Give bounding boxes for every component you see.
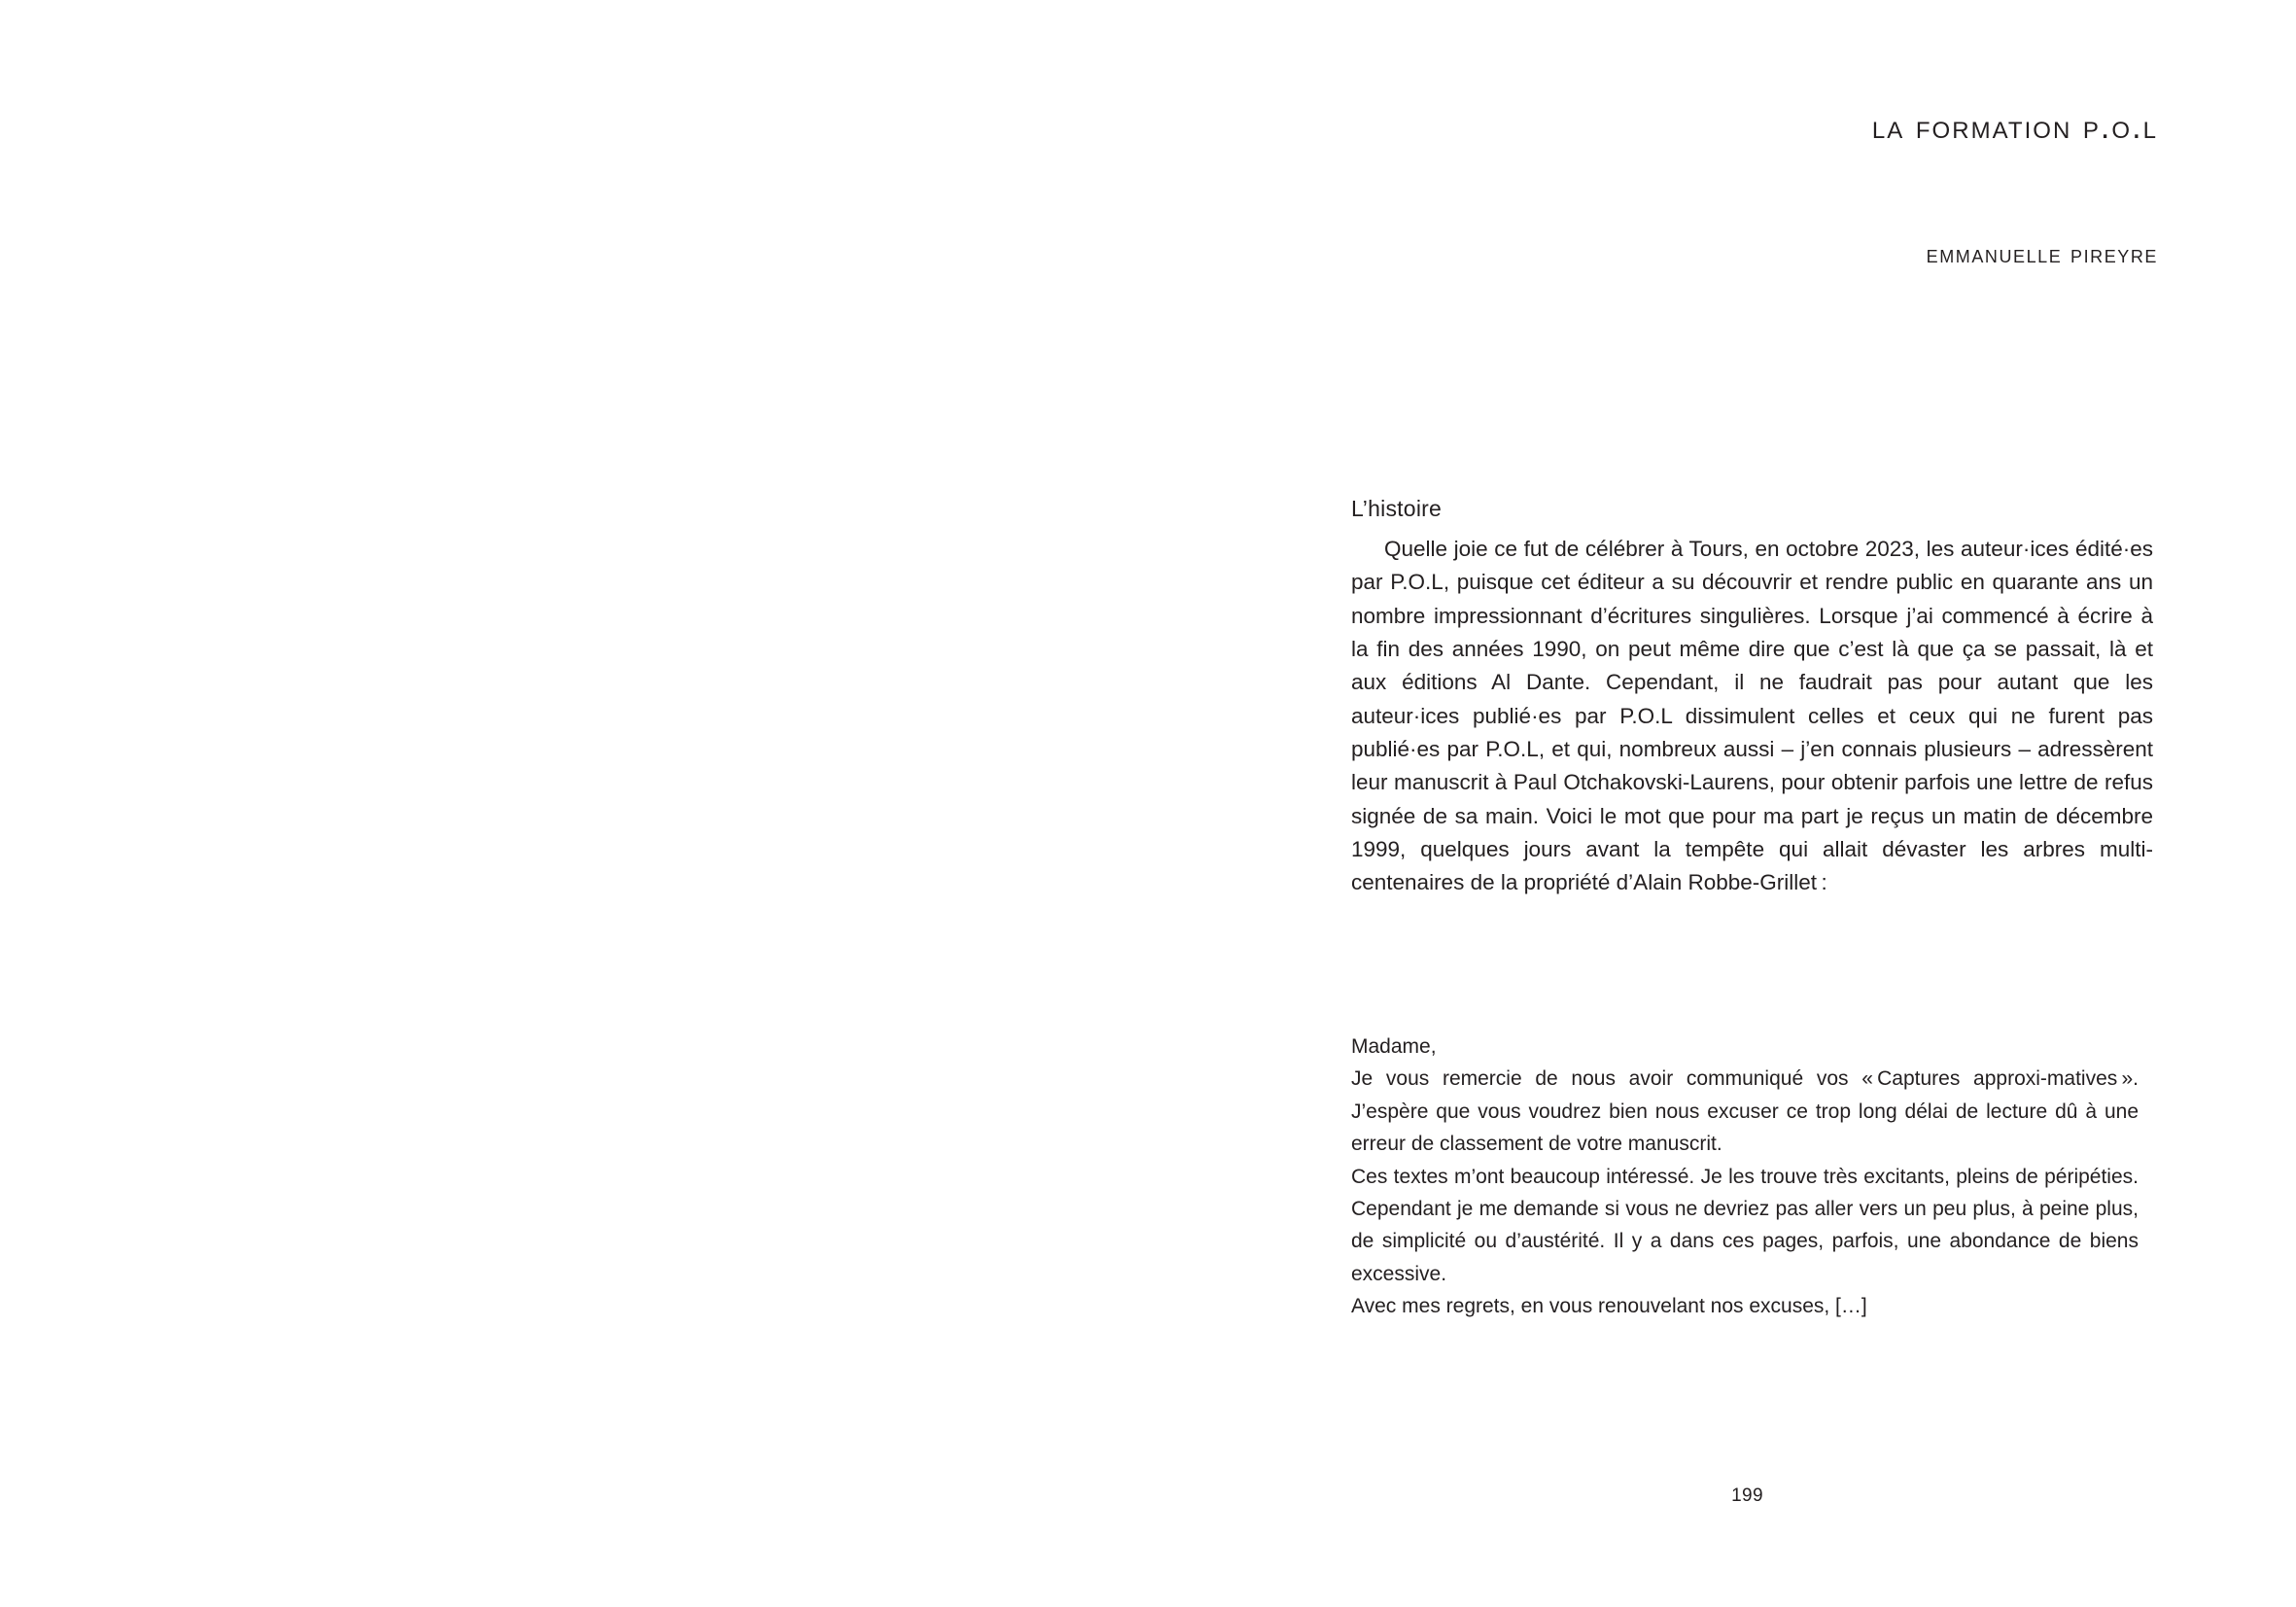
page-number: 199	[1731, 1485, 1763, 1506]
author-name: emmanuelle pireyre	[1926, 239, 2158, 268]
letter-paragraph: Je vous remercie de nous avoir communiqué vos « Captures approxi-matives ». J’espère que vous voudrez bien nous excuser ce trop long délai de lecture dû à une erreur de classement de votre manuscrit.	[1351, 1067, 2139, 1156]
letter-salutation: Madame,	[1351, 1035, 1437, 1058]
letter-paragraph: Avec mes regrets, en vous renouvelant nos excuses, […]	[1351, 1295, 1867, 1317]
letter-paragraph: Ces textes m’ont beaucoup intéressé. Je les trouve très excitants, pleins de péripéties. Cependant je me demande si vous ne devriez pas aller vers un peu plus, à peine plus, de simplicité ou d’austérité. Il y a dans ces pages, parfois, une abondance de biens excessive.	[1351, 1165, 2139, 1285]
quoted-letter	[1351, 1031, 2139, 1322]
page-title: la formation p.o.l	[1871, 109, 2158, 146]
content-column	[1337, 0, 2158, 1607]
body-paragraph: Quelle joie ce fut de célébrer à Tours, en octobre 2023, les auteur·ices édité·es par P.O.L, puisque cet éditeur a su découvrir et rendre public en quarante ans un nombre impressionnant d’écritures singulières. Lorsque j’ai commencé à écrire à la fin des années 1990, on peut même dire que c’est là que ça se passait, là et aux éditions Al Dante. Cependant, il ne faudrait pas pour autant que les auteur·ices publié·es par P.O.L dissimulent celles et ceux qui ne furent pas publié·es par P.O.L, et qui, nombreux aussi – j’en connais plusieurs – adressèrent leur manuscrit à Paul Otchakovski-Laurens, pour obtenir parfois une lettre de refus signée de sa main. Voici le mot que pour ma part je reçus un matin de décembre 1999, quelques jours avant la tempête qui allait dévaster les arbres multi-centenaires de la propriété d’Alain Robbe-Grillet :	[1351, 537, 2153, 895]
section-heading: L’histoire	[1351, 496, 1443, 521]
